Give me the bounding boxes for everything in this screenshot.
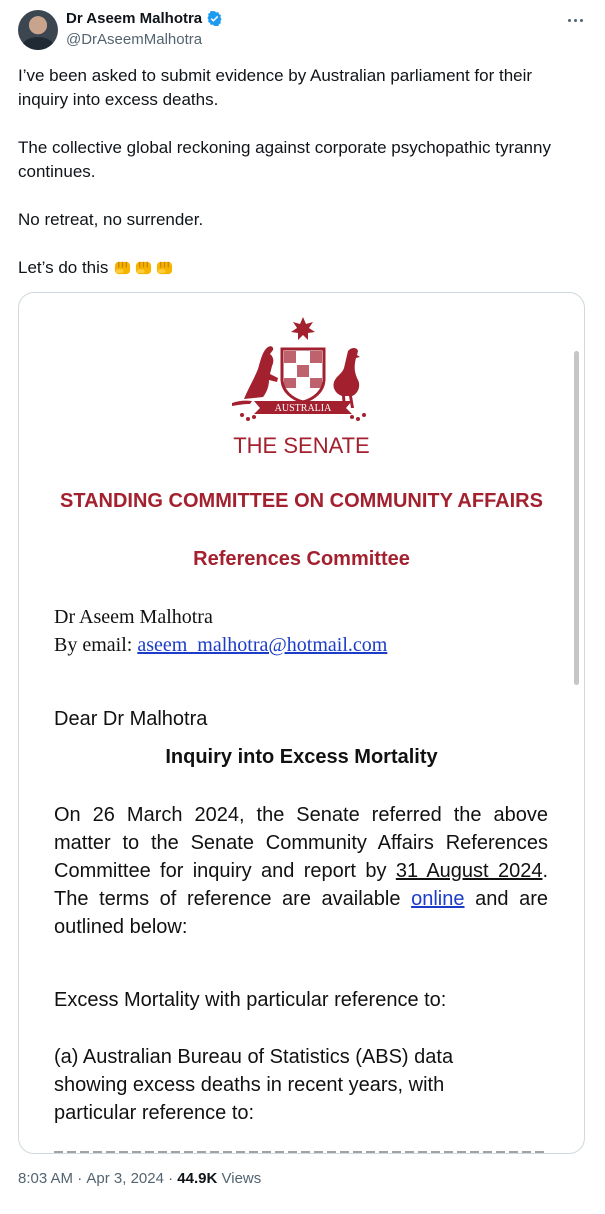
oncoming-fist-icon [113, 259, 132, 276]
letter-body [54, 801, 548, 941]
email-prefix: By email: [54, 634, 133, 656]
email-link[interactable]: aseem_malhotra@hotmail.com [137, 634, 388, 656]
tweet-text [18, 64, 586, 304]
author-row [66, 10, 223, 27]
tweet-last-line [18, 256, 586, 280]
references-committee-heading: References Committee [193, 548, 410, 570]
meta-separator: · [73, 1170, 87, 1187]
tweet-time[interactable]: 8:03 AM [18, 1170, 74, 1187]
salutation: Dear Dr Malhotra [54, 708, 208, 730]
letter-body-part3: and are outlined below: [54, 888, 548, 938]
views-count[interactable]: 44.9K [177, 1170, 218, 1187]
committee-heading: STANDING COMMITTEE ON COMMUNITY AFFAIRS [60, 490, 543, 512]
document-scrollbar[interactable] [574, 351, 579, 685]
senate-heading: THE SENATE [233, 433, 370, 458]
recipient-name: Dr Aseem Malhotra [54, 606, 213, 628]
author-name[interactable]: Dr Aseem Malhotra [66, 10, 203, 27]
views-label: Views [221, 1170, 262, 1187]
tweet-meta [18, 1170, 261, 1187]
deadline-date: 31 August 2024 [395, 860, 543, 882]
meta-separator: · [163, 1170, 178, 1187]
verified-badge-icon [206, 10, 223, 27]
avatar[interactable] [18, 10, 58, 50]
tweet-paragraph: The collective global reckoning against corporate psychopathic tyranny continues. [18, 138, 551, 181]
tweet-paragraph: No retreat, no surrender. [18, 210, 204, 229]
oncoming-fist-icon [134, 259, 153, 276]
address-block [54, 603, 387, 659]
attached-image-card[interactable] [18, 292, 585, 1154]
crest-label: AUSTRALIA [274, 403, 332, 414]
terms-item-a: (a) Australian Bureau of Statistics (ABS) data showing excess deaths in recent years, with particular reference to: [54, 1046, 454, 1124]
letter-body-part1: On 26 March 2024, the Senate referred the above matter to the Senate Community Affairs References Committee for inquiry and report by [54, 804, 548, 882]
terms-online-link[interactable]: online [411, 888, 465, 910]
letter-subject: Inquiry into Excess Mortality [165, 746, 438, 768]
tweet-last-line-text: Let’s do this [18, 258, 109, 277]
cut-off-text-line [54, 1143, 548, 1154]
senate-crest-icon [224, 315, 382, 425]
more-options-icon[interactable] [563, 12, 587, 28]
excess-mortality-heading: Excess Mortality with particular reference to: [54, 989, 447, 1011]
tweet-paragraph: I’ve been asked to submit evidence by Australian parliament for their inquiry into excess deaths. [18, 66, 533, 109]
author-handle[interactable]: @DrAseemMalhotra [66, 31, 203, 48]
email-line [54, 631, 387, 659]
letter-body-part2: . The terms of reference are available [54, 860, 549, 910]
tweet-date[interactable]: Apr 3, 2024 [86, 1170, 164, 1187]
oncoming-fist-icon [155, 259, 174, 276]
